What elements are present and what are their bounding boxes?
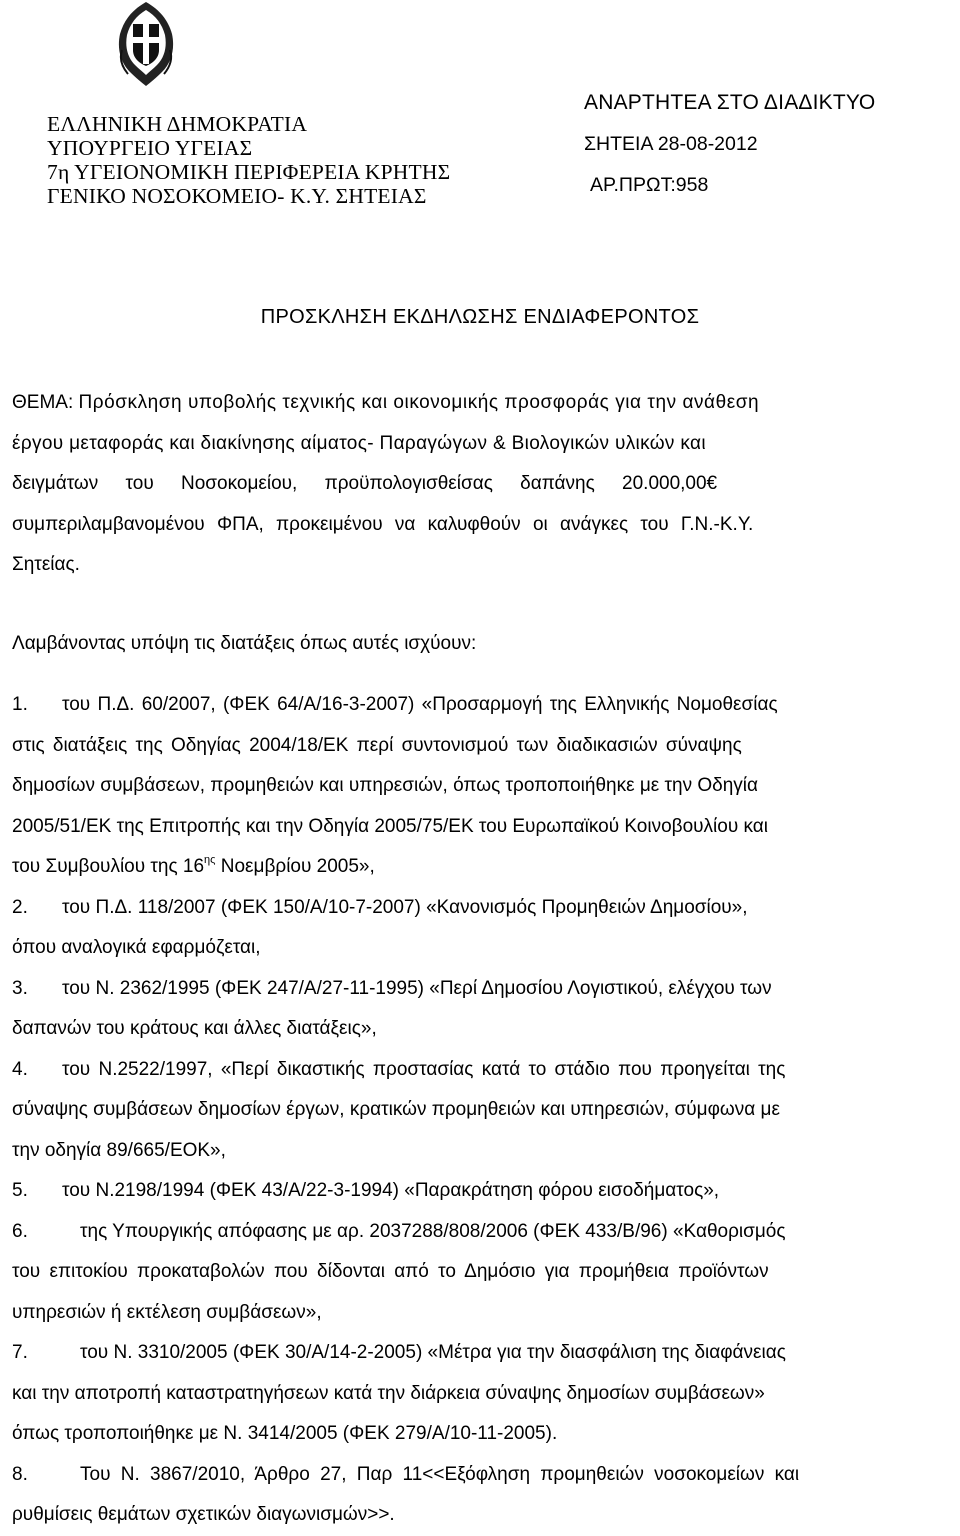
provision-line: όπως τροποποιήθηκε με Ν. 3414/2005 (ΦΕΚ 279/Α/10-11-2005). — [12, 1423, 558, 1444]
subject-line — [12, 545, 956, 586]
provision-item — [12, 888, 956, 929]
document-title: ΠΡΟΣΚΛΗΣΗ ΕΚΔΗΛΩΣΗΣ ΕΝΔΙΑΦΕΡΟΝΤΟΣ — [260, 306, 700, 328]
provision-number: 8. — [12, 1463, 28, 1485]
provision-line: την οδηγία 89/665/ΕΟΚ», — [12, 1139, 226, 1161]
place-date: ΣΗΤΕΙΑ 28-08-2012 — [584, 133, 758, 155]
provision-number: 6. — [12, 1220, 28, 1242]
provision-line: όπου αναλογικά εφαρμόζεται, — [12, 937, 261, 958]
protocol-number: ΑΡ.ΠΡΩΤ:958 — [590, 174, 709, 196]
legal-provisions-list — [12, 685, 956, 1536]
provision-item — [12, 1050, 956, 1091]
issuer-line: ΥΠΟΥΡΓΕΙΟ ΥΓΕΙΑΣ — [47, 136, 253, 160]
provision-number: 5. — [12, 1180, 28, 1201]
provision-text: του Ν.2522/1997, «Περί δικαστικής προστασίας κατά το στάδιο που προηγείται της — [62, 1058, 786, 1080]
subject-text: έργου μεταφοράς και διακίνησης αίματος- Παραγώγων & Βιολογικών υλικών και — [12, 432, 706, 454]
subject-text: δειγμάτων του Νοσοκομείου, προϋπολογισθείσας δαπάνης 20.000,00€ — [12, 473, 718, 494]
greek-coat-of-arms — [114, 0, 178, 88]
provision-number: 2. — [12, 896, 28, 918]
provision-number: 7. — [12, 1342, 28, 1363]
provision-item — [12, 1171, 956, 1212]
provision-item — [12, 1333, 956, 1374]
provision-line: στις διατάξεις της Οδηγίας 2004/18/ΕΚ περί συντονισμού των διαδικασιών σύναψης — [12, 734, 742, 756]
provision-line: σύναψης συμβάσεων δημοσίων έργων, κρατικών προμηθειών και υπηρεσιών, σύμφωνα με — [12, 1099, 780, 1120]
provision-line: δαπανών του κράτους και άλλες διατάξεις», — [12, 1018, 377, 1039]
issuer-line: ΓΕΝΙΚΟ ΝΟΣΟΚΟΜΕΙΟ- Κ.Υ. ΣΗΤΕΙΑΣ — [47, 184, 427, 208]
subject-line — [12, 505, 956, 546]
subject-line-first — [12, 383, 956, 424]
provision-line: ρυθμίσεις θεμάτων σχετικών διαγωνισμών>>. — [12, 1504, 395, 1525]
subject-line — [12, 464, 956, 505]
legal-basis-intro: Λαμβάνοντας υπόψη τις διατάξεις όπως αυτές ισχύουν: — [12, 633, 477, 654]
subject-line — [12, 424, 956, 465]
provision-item — [12, 685, 956, 726]
provision-number: 1. — [12, 694, 28, 715]
subject-paragraph — [12, 383, 956, 586]
provision-text: του Π.Δ. 60/2007, (ΦΕΚ 64/Α/16-3-2007) «Προσαρμογή της Ελληνικής Νομοθεσίας — [62, 694, 778, 715]
provision-text: Του Ν. 3867/2010, Άρθρο 27, Παρ 11<<Εξόφληση προμηθειών νοσοκομείων και — [80, 1463, 800, 1485]
issuer-line: ΕΛΛΗΝΙΚΗ ΔΗΜΟΚΡΑΤΙΑ — [47, 112, 308, 136]
provision-line: 2005/51/ΕΚ της Επιτροπής και την Οδηγία 2005/75/ΕΚ του Ευρωπαϊκού Κοινοβουλίου και — [12, 815, 768, 837]
provision-line: και την αποτροπή καταστρατηγήσεων κατά την διάρκεια σύναψης δημοσίων συμβάσεων» — [12, 1382, 765, 1404]
subject-label: ΘΕΜΑ: — [12, 392, 74, 413]
provision-item — [12, 1455, 956, 1496]
subject-text: Πρόσκληση υποβολής τεχνικής και οικονομικής προσφοράς για την ανάθεση — [78, 392, 760, 413]
provision-line: του επιτοκίου προκαταβολών που δίδονται από το Δημόσιο για προμήθεια προϊόντων — [12, 1261, 769, 1282]
provision-item — [12, 1212, 956, 1253]
provision-text: του Ν. 2362/1995 (ΦΕΚ 247/Α/27-11-1995) «Περί Δημοσίου Λογιστικού, ελέγχου των — [62, 977, 772, 999]
subject-text: συμπεριλαμβανομένου ΦΠΑ, προκειμένου να καλυφθούν οι ανάγκες του Γ.Ν.-Κ.Υ. — [12, 513, 754, 535]
provision-item — [12, 969, 956, 1010]
ordinal-superscript: ης — [204, 854, 216, 866]
issuer-header — [47, 112, 450, 208]
provision-text: Νοεμβρίου 2005», — [215, 856, 375, 877]
provision-text: της Υπουργικής απόφασης με αρ. 2037288/808/2006 (ΦΕΚ 433/Β/96) «Καθορισμός — [80, 1220, 786, 1242]
provision-text: του Ν.2198/1994 (ΦΕΚ 43/Α/22-3-1994) «Παρακράτηση φόρου εισοδήματος», — [62, 1180, 720, 1201]
publish-online-note: ΑΝΑΡΤΗΤΕΑ ΣΤΟ ΔΙΑΔΙΚΤΥΟ — [584, 91, 876, 114]
provision-text: του Συμβουλίου της 16 — [12, 856, 205, 877]
provision-line — [12, 847, 956, 888]
provision-line: δημοσίων συμβάσεων, προμηθειών και υπηρεσιών, όπως τροποποιήθηκε με την Οδηγία — [12, 775, 759, 796]
subject-text: Σητείας. — [12, 554, 80, 575]
provision-line: υπηρεσιών ή εκτέλεση συμβάσεων», — [12, 1301, 322, 1323]
provision-text: του Π.Δ. 118/2007 (ΦΕΚ 150/Α/10-7-2007) «Κανονισμός Προμηθειών Δημοσίου», — [62, 896, 748, 918]
provision-number: 3. — [12, 977, 28, 999]
provision-number: 4. — [12, 1058, 28, 1080]
issuer-line: 7η ΥΓΕΙΟΝΟΜΙΚΗ ΠΕΡΙΦΕΡΕΙΑ ΚΡΗΤΗΣ — [47, 160, 451, 184]
provision-text: του Ν. 3310/2005 (ΦΕΚ 30/Α/14-2-2005) «Μέτρα για την διασφάλιση της διαφάνειας — [80, 1342, 786, 1363]
